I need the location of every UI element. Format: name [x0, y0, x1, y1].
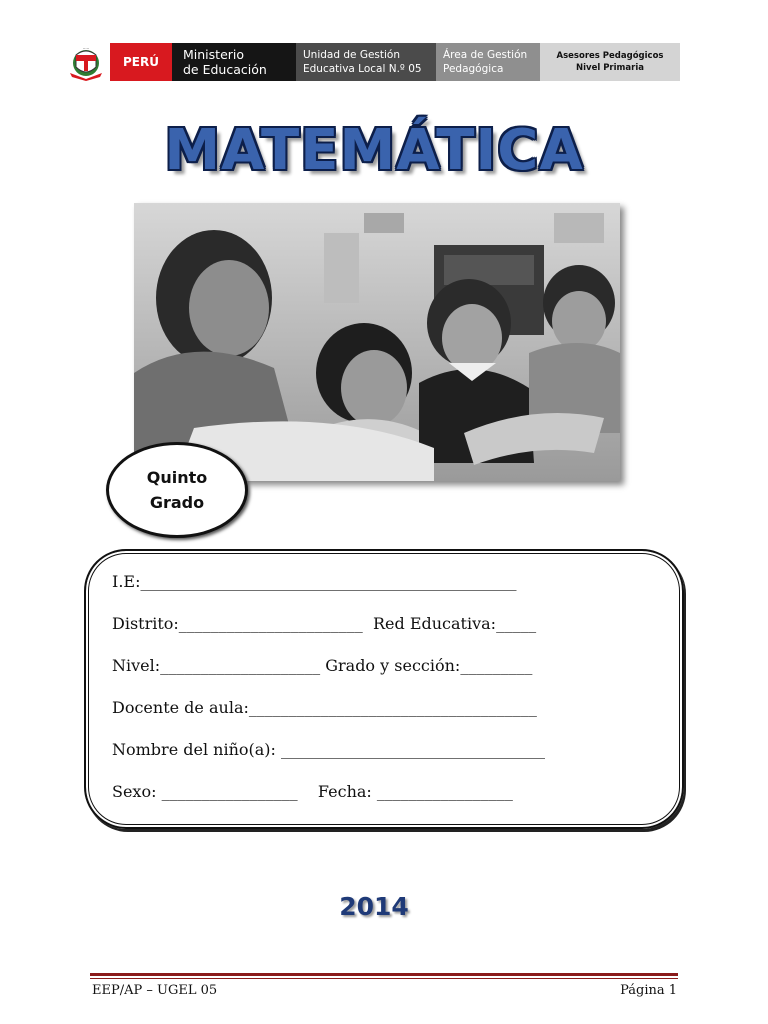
sex-date-field[interactable]: Sexo: _________________ Fecha: _________________ [112, 782, 513, 801]
year-label: 2014 [339, 892, 409, 921]
ie-field[interactable]: I.E:_______________________________________________ [112, 572, 517, 591]
grade-line-2: Grado [149, 493, 205, 512]
level-grade-field[interactable]: Nivel:____________________ Grado y sección:_________ [112, 656, 533, 675]
advisors-label: Asesores Pedagógicos Nivel Primaria [540, 43, 680, 81]
footer-divider [90, 973, 678, 976]
footer-left-text: EEP/AP – UGEL 05 [92, 983, 218, 998]
svg-text:·····: ····· [82, 46, 90, 51]
teacher-field[interactable]: Docente de aula:____________________________________ [112, 698, 537, 717]
child-name-field[interactable]: Nombre del niño(a): _________________________________ [112, 740, 546, 759]
institution-header [62, 43, 680, 81]
classroom-photo [134, 203, 620, 481]
peru-label: PERÚ [110, 43, 172, 81]
footer-divider-thin [90, 978, 678, 979]
district-network-field[interactable]: Distrito:_______________________ Red Educativa:_____ [112, 614, 537, 633]
coat-of-arms-icon [62, 43, 110, 81]
ugel-label: Unidad de Gestión Educativa Local N.º 05 [296, 43, 436, 81]
page-title: MATEMÁTICA [164, 118, 584, 183]
page-number: Página 1 [620, 983, 677, 998]
grade-badge [106, 442, 248, 538]
grade-line-1: Quinto [146, 468, 208, 487]
area-label: Área de Gestión Pedagógica [436, 43, 540, 81]
ministry-label: Ministerio de Educación [172, 43, 296, 81]
